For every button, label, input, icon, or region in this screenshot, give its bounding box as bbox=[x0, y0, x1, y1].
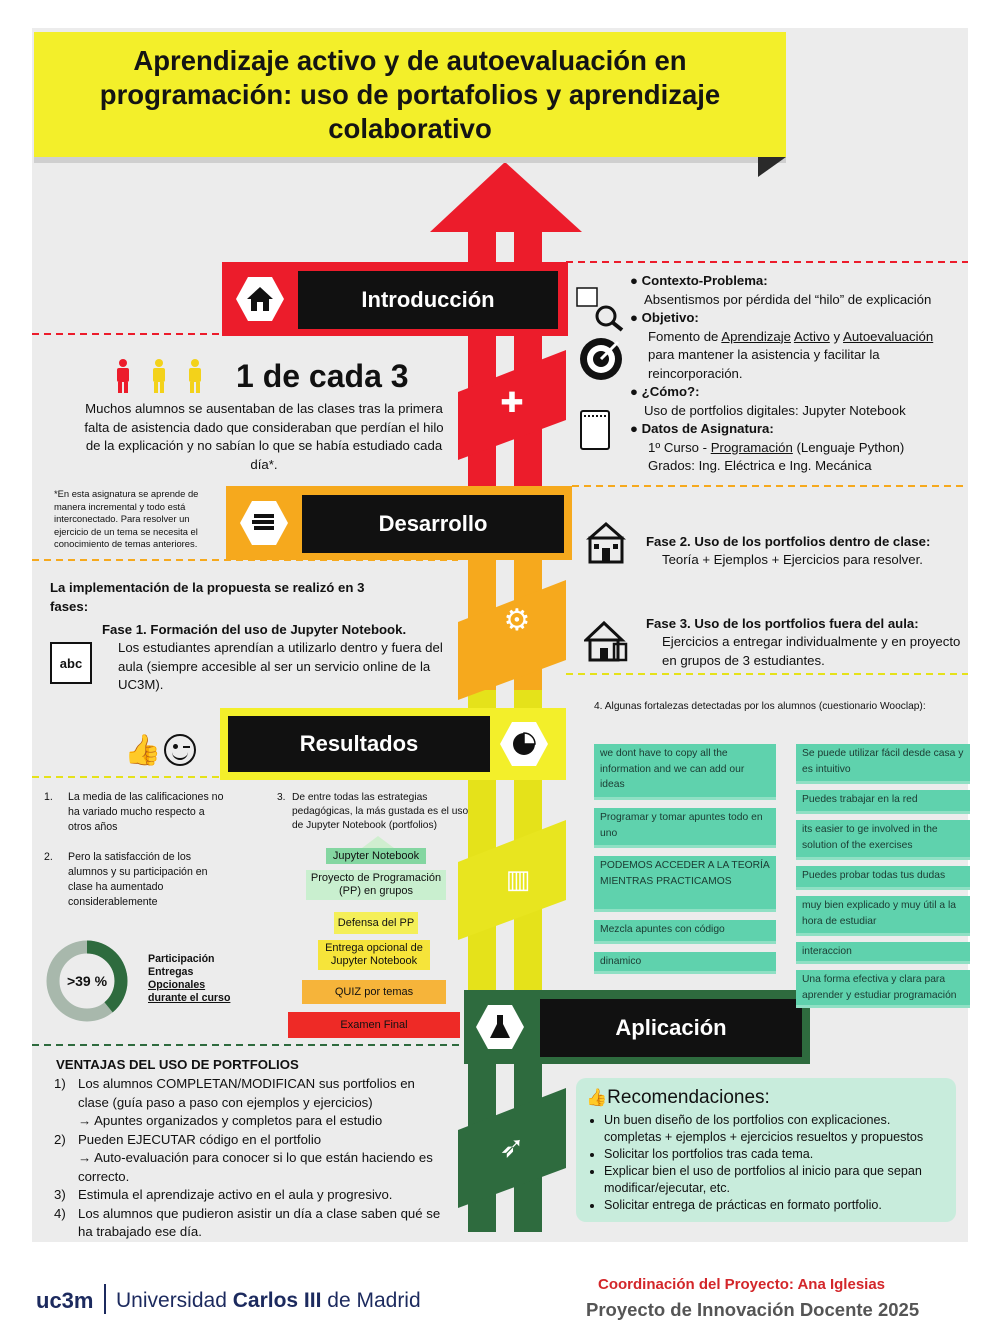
stat-text: Muchos alumnos se ausentaban de las clases tras la primera falta de asistencia dado que consideraban que perdían el hilo de la explicación y no sabían lo que se había estudiado cada día*. bbox=[84, 401, 444, 472]
advantage-3 bbox=[54, 1186, 444, 1205]
phase1-title: Fase 1. Formación del uso de Jupyter Notebook. bbox=[102, 622, 407, 637]
note-left-5: dinamico bbox=[594, 952, 776, 974]
donut-label-3: Opcionales bbox=[148, 979, 206, 991]
recommendations-list bbox=[586, 1112, 948, 1214]
donut-legend bbox=[148, 953, 230, 1005]
result-2-num: 2. bbox=[44, 851, 53, 863]
recommendation-1: • Un buen diseño de los portfolios con explicaciones. completas + ejemplos + ejercicios resueltos y propuestos bbox=[604, 1112, 948, 1146]
uc3m-logo: uc3m bbox=[36, 1288, 94, 1313]
advantage-2-sub bbox=[54, 1149, 444, 1186]
puzzle-icon: ✚ bbox=[500, 386, 524, 419]
advantage-4-num: 4) bbox=[54, 1205, 66, 1221]
books-icon bbox=[250, 511, 278, 535]
recommendation-4: • Solicitar entrega de prácticas en formato portfolio. bbox=[604, 1197, 948, 1214]
objective-link-aprendizaje[interactable]: Aprendizaje bbox=[721, 328, 791, 344]
home-icon bbox=[245, 285, 275, 313]
notebook-icon bbox=[580, 410, 610, 450]
recommendations-title: Recomendaciones: bbox=[607, 1087, 770, 1108]
app-title: Aplicación bbox=[540, 999, 802, 1057]
recommendation-3: • Explicar bien el uso de portfolios al inicio para que sepan modificar/ejecutar, etc. bbox=[604, 1163, 948, 1197]
university-post: de Madrid bbox=[321, 1289, 421, 1312]
advantage-4 bbox=[54, 1205, 444, 1242]
advantage-1 bbox=[54, 1075, 444, 1112]
advantage-1-sub bbox=[54, 1112, 444, 1131]
donut-label-1: Participación bbox=[148, 953, 215, 965]
donut-label-2: Entregas bbox=[148, 966, 194, 978]
phase2-title: Fase 2. Uso de los portfolios dentro de clase: bbox=[646, 534, 931, 549]
advantage-2-num: 2) bbox=[54, 1131, 66, 1147]
intro-title: Introducción bbox=[298, 271, 558, 329]
stat-headline: 1 de cada 3 bbox=[236, 358, 409, 394]
context-text: Absentismos por pérdida del “hilo” de explicación bbox=[644, 291, 932, 307]
advantages-title: VENTAJAS DEL USO DE PORTFOLIOS bbox=[56, 1057, 299, 1072]
note-right-1: Se puede utilizar fácil desde casa y es intuitivo bbox=[796, 744, 970, 784]
people-icons bbox=[112, 358, 212, 394]
note-left-2: Programar y tomar apuntes todo en uno bbox=[594, 808, 776, 848]
course-link[interactable]: Programación bbox=[710, 439, 793, 455]
poster-title: Aprendizaje activo y de autoevaluación en programación: uso de portafolios y aprendizaje colaborativo bbox=[99, 45, 721, 144]
advantage-4-text: Los alumnos que pudieron asistir un día a clase saben qué se ha trabajado ese día. bbox=[78, 1205, 441, 1239]
bullet-4: ● bbox=[630, 421, 642, 436]
magnifier-icon bbox=[576, 286, 626, 332]
objective-link-autoevaluacion[interactable]: Autoevaluación bbox=[843, 328, 934, 344]
person-yellow-icon-1 bbox=[153, 359, 165, 393]
rocket-icon: ➶ bbox=[499, 1130, 525, 1165]
donut-label-4: durante el curso bbox=[148, 992, 231, 1004]
abc-icon: abc bbox=[50, 642, 92, 684]
phase3-title: Fase 3. Uso de los portfolios fuera del aula: bbox=[646, 616, 919, 631]
course-pre: 1º Curso - bbox=[648, 439, 711, 455]
advantage-2 bbox=[54, 1131, 444, 1150]
note-right-5: muy bien explicado y muy útil a la hora de estudiar bbox=[796, 896, 970, 936]
result-3: De entre todas las estrategias pedagógicas, la más gustada es el uso de Jupyter Notebook (portfolios) bbox=[292, 792, 469, 831]
university-bold: Carlos III bbox=[232, 1289, 322, 1312]
note-right-7: Una forma efectiva y clara para aprender y estudiar programación bbox=[796, 970, 970, 1008]
pyramid-level-4: Entrega opcional de Jupyter Notebook bbox=[318, 940, 430, 970]
logo-divider bbox=[104, 1284, 106, 1314]
bullet-1: ● bbox=[630, 273, 642, 288]
note-right-4: Puedes probar todas tus dudas bbox=[796, 866, 970, 890]
gear-icon: ⚙ bbox=[503, 603, 531, 638]
arrow-right-icon: → bbox=[78, 1150, 95, 1165]
advantage-1-sub-text: Apuntes organizados y completos para el estudio bbox=[94, 1113, 383, 1128]
coordination: Coordinación del Proyecto: Ana Iglesias bbox=[598, 1276, 886, 1293]
recommendation-2: • Solicitar los portfolios tras cada tema. bbox=[604, 1146, 948, 1163]
pie-chart-icon bbox=[510, 730, 538, 758]
result-1-num: 1. bbox=[44, 791, 53, 803]
pyramid-level-5: QUIZ por temas bbox=[302, 980, 446, 1004]
person-red-icon bbox=[117, 359, 129, 393]
arrow-head bbox=[430, 162, 582, 232]
bullet-3: ● bbox=[630, 384, 642, 399]
advantages-list bbox=[54, 1075, 444, 1242]
result-3-num: 3. bbox=[277, 792, 286, 803]
advantage-1-text: Los alumnos COMPLETAN/MODIFICAN sus portfolios en clase (guía paso a paso con ejemplos y ejercicios) bbox=[78, 1076, 415, 1110]
objective-link-activo[interactable]: Activo bbox=[793, 328, 830, 344]
houses-icon bbox=[584, 620, 628, 664]
objective-and: y bbox=[829, 328, 844, 344]
thumbs-up-icon: 👍 bbox=[124, 733, 162, 768]
context-label: Contexto-Problema: bbox=[641, 273, 768, 288]
person-yellow-icon-2 bbox=[189, 359, 201, 393]
advantage-3-text: Estimula el aprendizaje activo en el aula y progresivo. bbox=[78, 1187, 393, 1202]
title-corner bbox=[758, 157, 786, 177]
course-post: (Lenguaje Python) bbox=[792, 439, 905, 455]
pyramid-level-2: Proyecto de Programación (PP) en grupos bbox=[306, 870, 446, 900]
dev-intro: La implementación de la propuesta se realizó en 3 fases: bbox=[50, 580, 365, 614]
bar-chart-icon: ▥ bbox=[505, 865, 531, 895]
donut-chart bbox=[44, 938, 130, 1024]
objective-label: Objetivo: bbox=[641, 310, 699, 325]
objective-post: para mantener la asistencia y facilitar la reincorporación. bbox=[648, 347, 880, 381]
target-icon bbox=[578, 336, 624, 382]
project-title: Proyecto de Innovación Docente 2025 bbox=[586, 1299, 920, 1320]
university-name bbox=[116, 1288, 421, 1314]
arrow-right-icon: → bbox=[78, 1113, 95, 1128]
results-title: Resultados bbox=[228, 716, 490, 772]
note-right-3: its easier to ge involved in the solution of the exercises bbox=[796, 820, 970, 860]
dev-title: Desarrollo bbox=[302, 495, 564, 553]
advantage-3-num: 3) bbox=[54, 1187, 66, 1202]
pyramid-top-triangle bbox=[362, 836, 394, 848]
flask-icon bbox=[488, 1013, 512, 1041]
how-text: Uso de portfolios digitales: Jupyter Notebook bbox=[644, 402, 906, 418]
how-label: ¿Cómo?: bbox=[641, 384, 700, 399]
advantage-2-sub-text: Auto-evaluación para conocer si lo que están haciendo es correcto. bbox=[78, 1150, 433, 1184]
note-left-3: PODEMOS ACCEDER A LA TEORÍA MIENTRAS PRACTICAMOS bbox=[594, 856, 776, 912]
thumbs-up-small-icon: 👍 bbox=[586, 1088, 608, 1108]
pyramid-level-3: Defensa del PP bbox=[334, 912, 418, 934]
note-right-2: Puedes trabajar en la red bbox=[796, 790, 970, 814]
result-4: 4. Algunas fortalezas detectadas por los alumnos (cuestionario Wooclap): bbox=[594, 701, 926, 712]
note-left-4: Mezcla apuntes con código bbox=[594, 920, 776, 944]
stat-footnote: *En esta asignatura se aprende de manera incremental y todo está interconectado. Para resolver un ejercicio de un tema se necesita el conocimiento de temas anteriores. bbox=[54, 488, 199, 549]
data-label: Datos de Asignatura: bbox=[641, 421, 774, 436]
pyramid-level-1: Jupyter Notebook bbox=[326, 848, 426, 864]
phase1-text: Los estudiantes aprendían a utilizarlo dentro y fuera del aula (siempre accesible al ser un servicio online de la UC3M). bbox=[118, 640, 443, 692]
school-icon bbox=[584, 522, 628, 566]
advantage-1-num: 1) bbox=[54, 1076, 66, 1091]
advantage-2-text: Pueden EJECUTAR código en el portfolio bbox=[78, 1131, 322, 1147]
pyramid-level-6: Examen Final bbox=[288, 1012, 460, 1038]
wink-icon bbox=[164, 734, 196, 766]
phase2-text: Teoría + Ejemplos + Ejercicios para resolver. bbox=[662, 552, 923, 567]
objective-pre: Fomento de bbox=[648, 328, 722, 344]
note-left-1: we dont have to copy all the information and we can add our ideas bbox=[594, 744, 776, 800]
phase3-text: Ejercicios a entregar individualmente y en proyecto en grupos de 3 estudiantes. bbox=[662, 634, 961, 668]
university-pre: Universidad bbox=[116, 1289, 233, 1312]
bullet-2: ● bbox=[630, 310, 642, 325]
result-2: Pero la satisfacción de los alumnos y su participación en clase ha aumentado considerablemente bbox=[68, 851, 208, 908]
recommendations-header bbox=[586, 1086, 770, 1110]
note-right-6: interaccion bbox=[796, 942, 970, 964]
donut-value: >39 % bbox=[66, 973, 108, 989]
result-1: La media de las calificaciones no ha variado mucho respecto a otros años bbox=[68, 791, 224, 833]
degrees: Grados: Ing. Eléctrica e Ing. Mecánica bbox=[648, 458, 872, 473]
